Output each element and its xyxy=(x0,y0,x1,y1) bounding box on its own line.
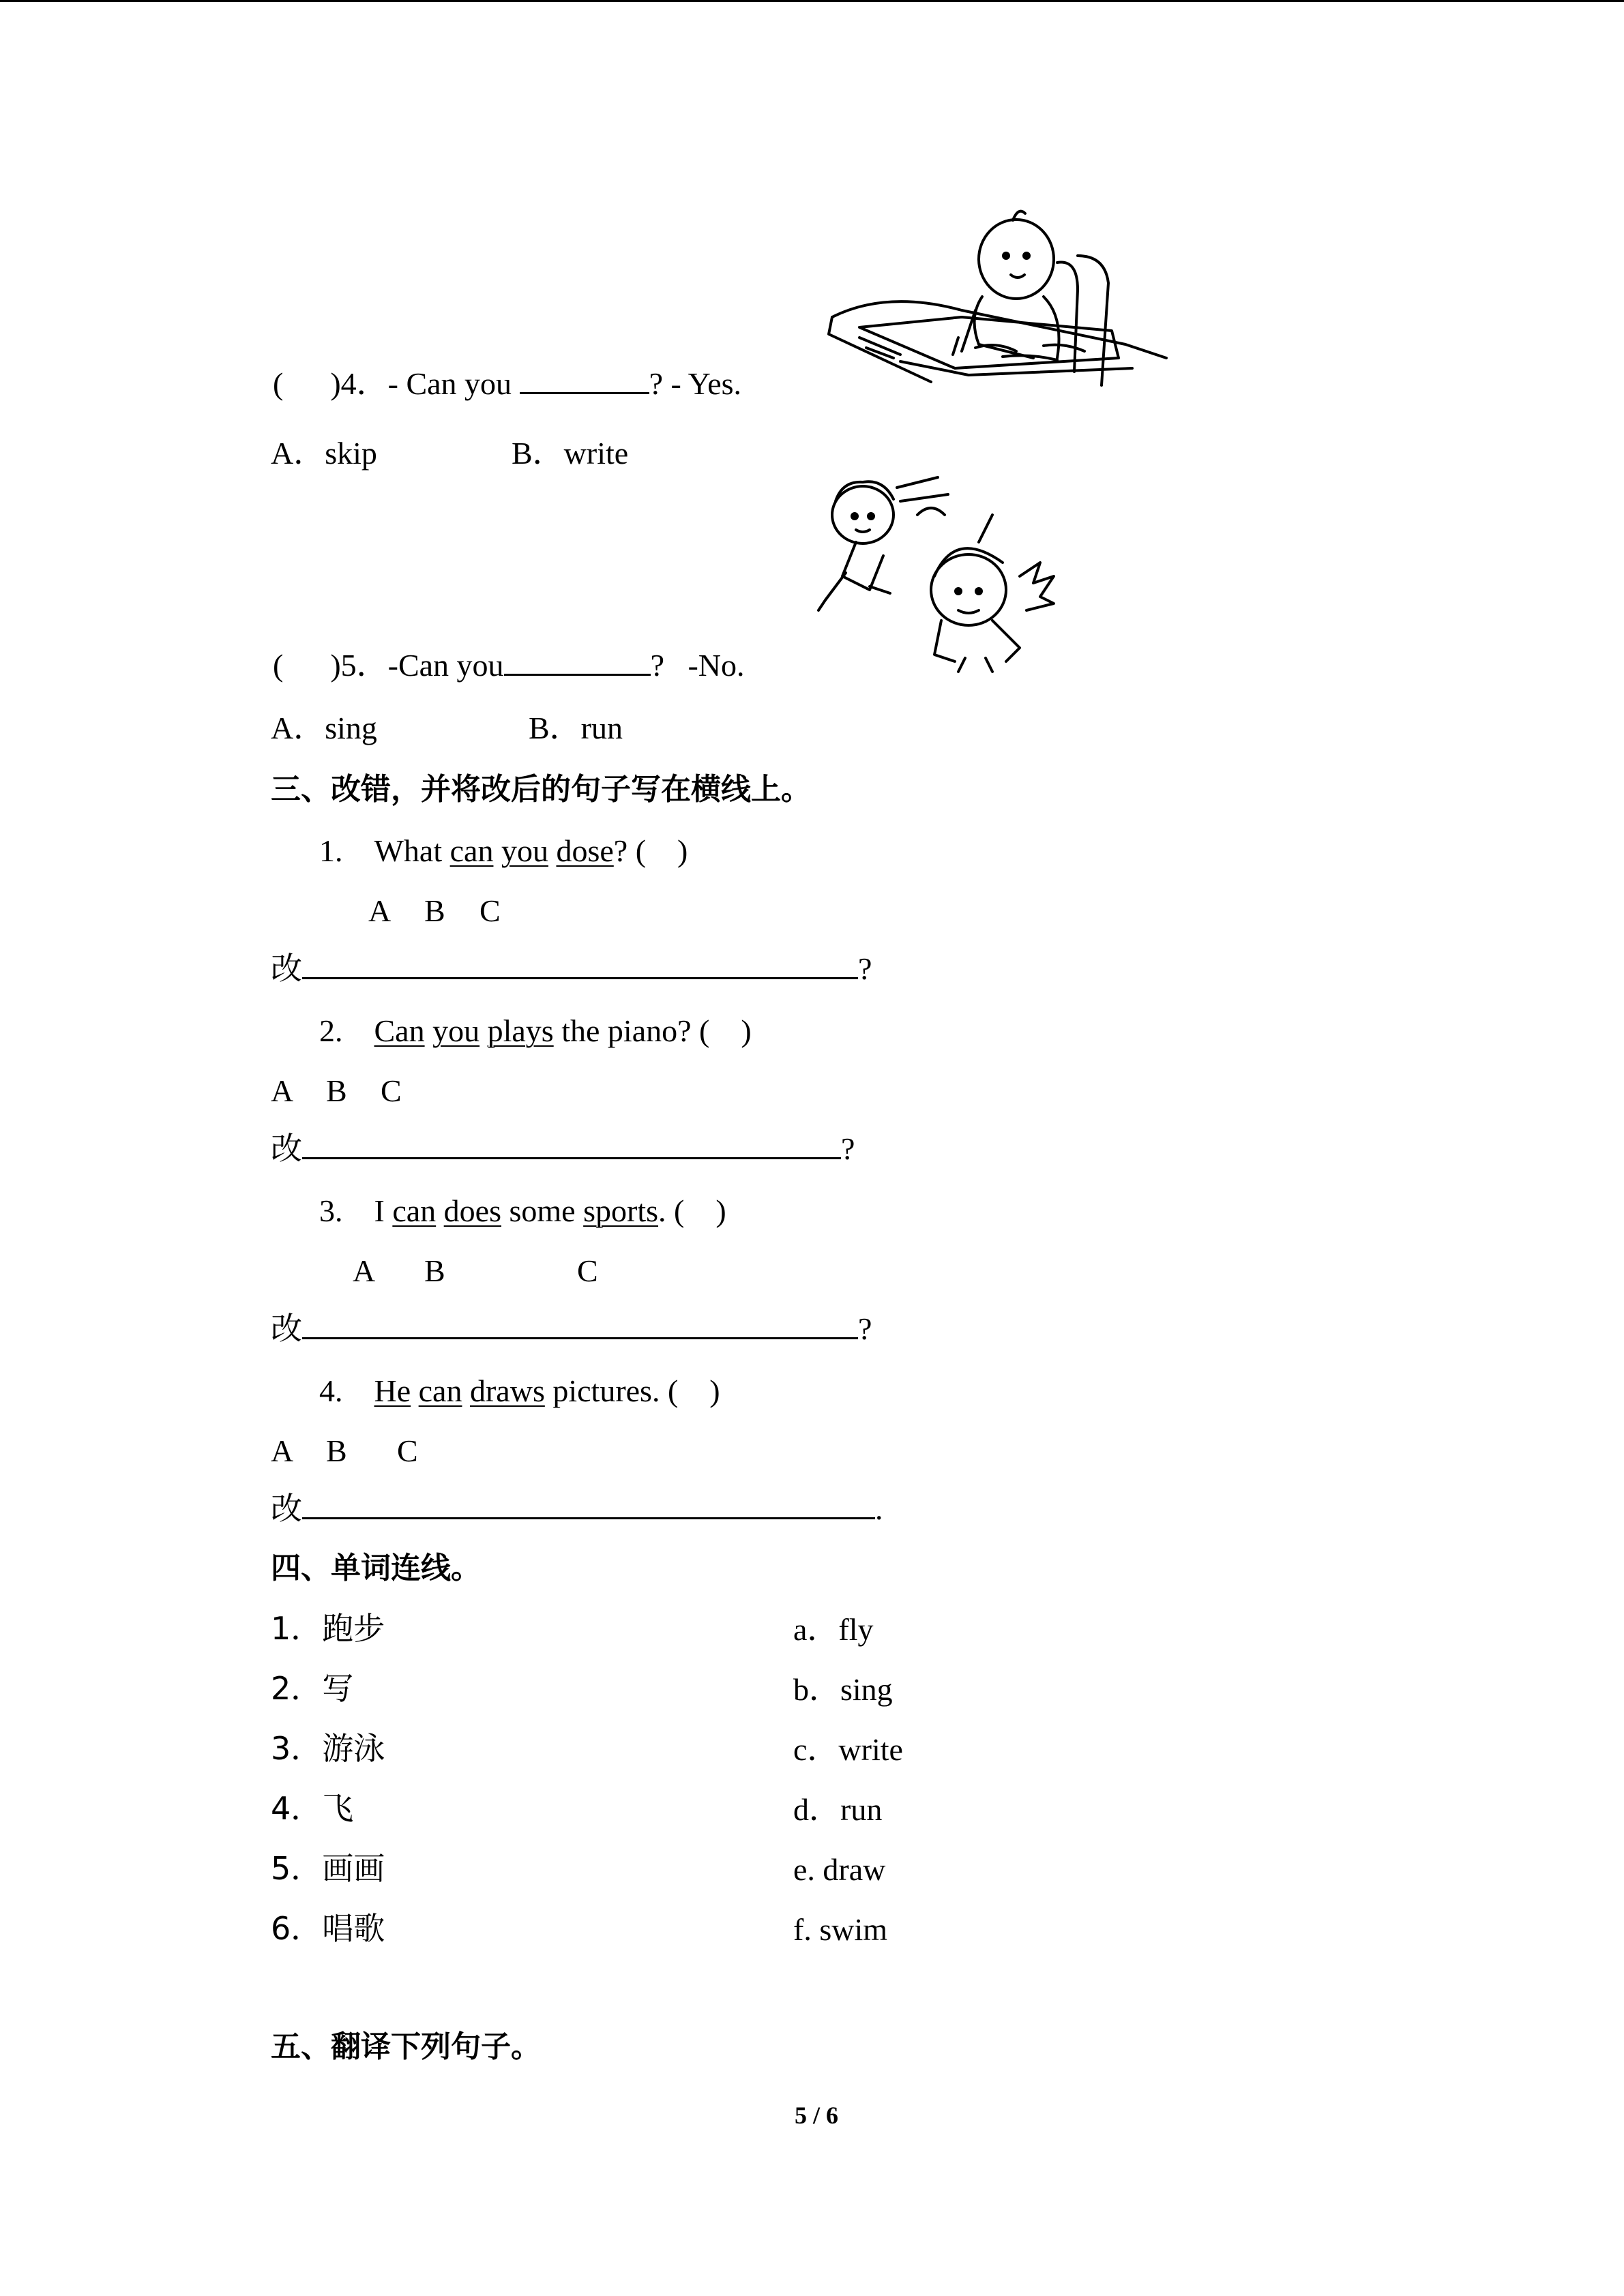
s3-item1-sentence: 1. What can you dose? ( ) xyxy=(319,833,688,868)
q4-option-b: B．write xyxy=(512,436,629,471)
s3-item3-correction: 改 ? xyxy=(271,1310,872,1347)
boy-writing-icon xyxy=(818,201,1173,399)
s3-item3-letter-c: C xyxy=(577,1253,598,1288)
q5-option-b: B．run xyxy=(529,711,623,745)
s3-item3-part-b: does xyxy=(443,1193,501,1228)
q4-option-a: A．skip xyxy=(271,436,377,471)
q4-answer-blank[interactable] xyxy=(520,365,649,394)
s3-item4-correction: 改 . xyxy=(271,1490,883,1527)
s3-item4-part-a: He xyxy=(374,1373,411,1408)
match-right-b[interactable]: b．sing xyxy=(793,1672,893,1707)
s3-item1-part-b: you xyxy=(501,833,548,868)
s3-item2-correction: 改 ? xyxy=(271,1130,855,1167)
s3-item1-letter-a: A xyxy=(368,893,392,928)
match-right-a[interactable]: a．fly xyxy=(793,1612,874,1647)
s3-item2-letter-c: C xyxy=(381,1073,402,1108)
q5-answer-blank[interactable] xyxy=(504,646,651,676)
s3-item3-answer-line[interactable] xyxy=(302,1310,858,1339)
s3-item4-answer-line[interactable] xyxy=(302,1490,875,1519)
s3-item1-correction: 改 ? xyxy=(271,950,872,987)
match-left-1[interactable]: 1．跑步 xyxy=(271,1610,385,1647)
s3-item4-part-b: can xyxy=(418,1373,462,1408)
s3-item1-part-a: can xyxy=(449,833,494,868)
q5-answer-paren: ( ) xyxy=(273,648,341,683)
s3-item2-part-c: plays xyxy=(487,1013,554,1048)
s3-item3-part-a: can xyxy=(392,1193,437,1228)
s3-item4-letter-c: C xyxy=(397,1433,418,1468)
q4-prompt: ( )4．- Can you ? - Yes. xyxy=(273,366,742,401)
match-left-6[interactable]: 6．唱歌 xyxy=(271,1910,385,1947)
s3-item2-letter-a: A xyxy=(271,1073,294,1108)
s3-item4-letter-b: B xyxy=(326,1433,347,1468)
s3-item4-part-c: draws xyxy=(469,1373,545,1408)
section4-title: 四、单词连线。 xyxy=(271,1551,481,1585)
s3-item3-letter-a: A xyxy=(353,1253,376,1288)
page-top-border xyxy=(0,0,1624,2)
match-left-2[interactable]: 2．写 xyxy=(271,1670,354,1707)
q5-option-a: A．sing xyxy=(271,711,377,745)
s3-item3-letter-b: B xyxy=(424,1253,445,1288)
s3-item3-part-c: sports xyxy=(583,1193,659,1228)
s3-item4-letter-a: A xyxy=(271,1433,294,1468)
match-left-4[interactable]: 4．飞 xyxy=(271,1790,354,1827)
s3-item3-sentence: 3. I can does some sports. ( ) xyxy=(319,1193,726,1228)
section5-title: 五、翻译下列句子。 xyxy=(271,2029,541,2064)
q5-prompt: ( )5．-Can you ? -No. xyxy=(273,648,745,683)
match-right-c[interactable]: c．write xyxy=(793,1732,903,1767)
s3-item2-part-b: you xyxy=(432,1013,480,1048)
s3-item2-part-a: Can xyxy=(374,1013,425,1048)
kids-running-icon xyxy=(815,474,1074,679)
s3-item2-letter-b: B xyxy=(326,1073,347,1108)
s3-item2-answer-line[interactable] xyxy=(302,1130,841,1159)
s3-item1-answer-line[interactable] xyxy=(302,950,858,979)
s3-item2-sentence: 2. Can you plays the piano? ( ) xyxy=(319,1013,752,1048)
match-left-5[interactable]: 5．画画 xyxy=(271,1850,385,1887)
match-right-f[interactable]: f. swim xyxy=(793,1912,887,1947)
q4-answer-paren: ( ) xyxy=(273,366,341,401)
s3-item4-sentence: 4. He can draws pictures. ( ) xyxy=(319,1373,720,1408)
page-number: 5 / 6 xyxy=(795,2102,839,2129)
section3-title: 三、改错，并将改后的句子写在横线上。 xyxy=(271,772,811,807)
match-right-e[interactable]: e. draw xyxy=(793,1852,886,1887)
s3-item1-part-c: dose xyxy=(556,833,614,868)
match-right-d[interactable]: d．run xyxy=(793,1792,883,1827)
match-left-3[interactable]: 3．游泳 xyxy=(271,1730,385,1767)
s3-item1-letter-b: B xyxy=(424,893,445,928)
s3-item1-letter-c: C xyxy=(479,893,501,928)
